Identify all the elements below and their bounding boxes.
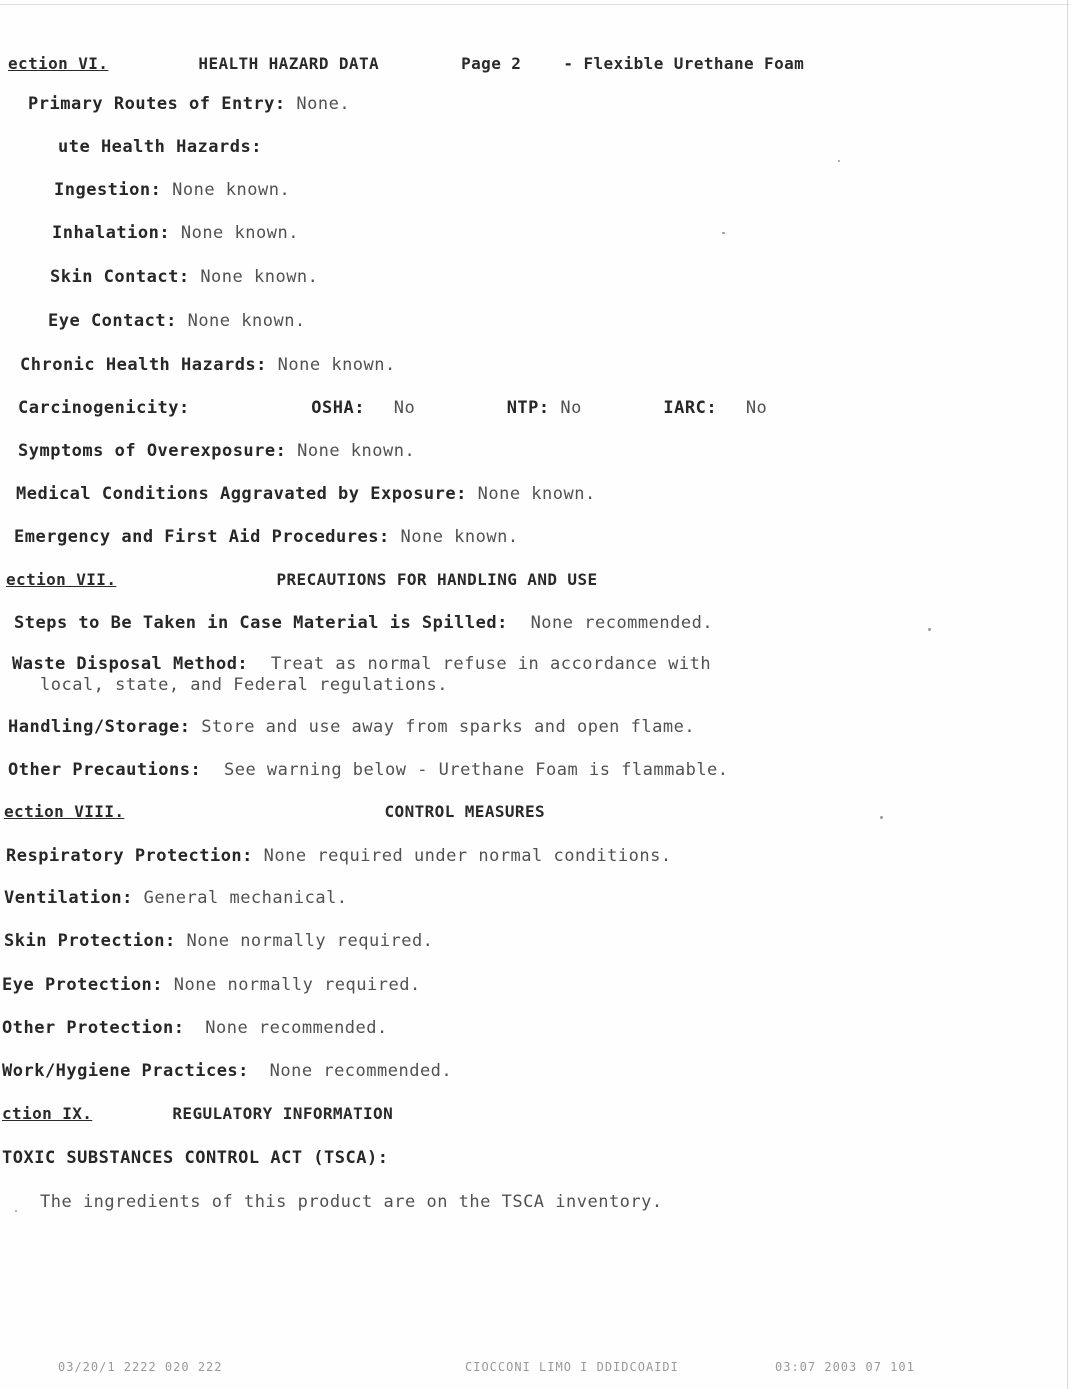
symptoms-line: [18, 441, 415, 461]
field-value: None.: [296, 94, 351, 114]
field-label: Other Protection:: [2, 1018, 185, 1038]
field-label: Carcinogenicity:: [18, 398, 190, 418]
skin-protection-line: [4, 931, 433, 951]
field-label: Work/Hygiene Practices:: [2, 1061, 249, 1081]
section-7-title: PRECAUTIONS FOR HANDLING AND USE: [276, 570, 598, 589]
field-value: None normally required.: [186, 931, 434, 951]
osha-value: No: [393, 398, 416, 418]
footer-right: 03:07 2003 07 101: [775, 1360, 915, 1374]
ingestion-line: [54, 180, 290, 200]
eye-contact-line: [48, 311, 306, 331]
field-label: Ventilation:: [4, 888, 133, 908]
field-label: Respiratory Protection:: [6, 846, 253, 866]
scan-right-edge: [1067, 0, 1068, 1389]
field-label: Chronic Health Hazards:: [20, 355, 267, 375]
product-name: - Flexible Urethane Foam: [563, 54, 805, 73]
respiratory-line: [6, 846, 672, 866]
field-value: None recommended.: [530, 613, 714, 633]
section-8-header: [4, 802, 545, 821]
skin-contact-line: [50, 267, 318, 287]
field-value: local, state, and Federal regulations.: [40, 675, 448, 695]
scan-speck: [722, 232, 725, 234]
work-hygiene-line: [2, 1061, 452, 1081]
field-label: Medical Conditions Aggravated by Exposure:: [16, 484, 467, 504]
waste-line: [12, 654, 711, 674]
acute-heading: [58, 137, 262, 157]
field-value: General mechanical.: [143, 888, 348, 908]
field-value: None known.: [277, 355, 396, 375]
section-6-label: ection VI.: [8, 54, 109, 73]
tsca-heading: [2, 1148, 388, 1168]
field-label: Skin Contact:: [50, 267, 190, 287]
chronic-line: [20, 355, 396, 375]
field-value: See warning below - Urethane Foam is flammable.: [223, 760, 729, 780]
ventilation-line: [4, 888, 348, 908]
field-value: Treat as normal refuse in accordance with: [270, 654, 712, 674]
field-label: Emergency and First Aid Procedures:: [14, 527, 390, 547]
tsca-heading-text: TOXIC SUBSTANCES CONTROL ACT (TSCA):: [2, 1148, 389, 1168]
osha-label: OSHA:: [311, 398, 365, 418]
section-8-title: CONTROL MEASURES: [384, 802, 546, 821]
section-6-title: HEALTH HAZARD DATA: [198, 54, 380, 73]
ntp-value: No: [560, 398, 582, 418]
medical-line: [16, 484, 596, 504]
tsca-text: [40, 1192, 663, 1212]
section-9-label: ction IX.: [2, 1104, 93, 1123]
field-value: None known.: [297, 441, 416, 461]
other-protection-line: [2, 1018, 388, 1038]
handling-line: [8, 717, 695, 737]
scan-top-edge: [0, 4, 1070, 5]
scan-speck: [880, 816, 883, 819]
section-7-header: [6, 570, 598, 589]
iarc-label: IARC:: [663, 398, 718, 418]
section-9-header: [2, 1104, 393, 1123]
other-precautions-line: [8, 760, 729, 780]
field-label: Symptoms of Overexposure:: [18, 441, 287, 461]
eye-protection-line: [2, 975, 421, 995]
field-value: None known.: [187, 311, 306, 331]
ntp-label: NTP:: [506, 398, 550, 418]
field-value: Store and use away from sparks and open flame.: [201, 717, 696, 737]
tsca-statement: The ingredients of this product are on the TSCA inventory.: [40, 1192, 663, 1212]
first-aid-line: [14, 527, 519, 547]
section-9-title: REGULATORY INFORMATION: [172, 1104, 394, 1123]
field-value: None normally required.: [173, 975, 421, 995]
footer-left: 03/20/1 2222 020 222: [58, 1360, 223, 1374]
field-value: None known.: [180, 223, 299, 243]
scan-speck: [15, 1210, 17, 1212]
spilled-line: [14, 613, 713, 633]
field-label: Waste Disposal Method:: [12, 654, 249, 674]
acute-heading-text: ute Health Hazards:: [58, 137, 262, 157]
primary-routes-line: [28, 94, 350, 114]
field-label: Ingestion:: [54, 180, 162, 200]
section-8-label: ection VIII.: [4, 802, 125, 821]
section-7-label: ection VII.: [6, 570, 117, 589]
field-value: None known.: [200, 267, 319, 287]
scan-speck: [928, 628, 931, 631]
carcinogenicity-line: [18, 398, 767, 418]
field-label: Steps to Be Taken in Case Material is Spilled:: [14, 613, 508, 633]
field-value: None recommended.: [269, 1061, 453, 1081]
field-label: Primary Routes of Entry:: [28, 94, 286, 114]
field-value: None known.: [400, 527, 519, 547]
field-label: Inhalation:: [52, 223, 171, 243]
field-value: None required under normal conditions.: [263, 846, 672, 866]
field-value: None known.: [477, 484, 596, 504]
document-header: [8, 54, 804, 73]
field-label: Other Precautions:: [8, 760, 202, 780]
waste-line-2: [40, 675, 448, 695]
field-label: Eye Protection:: [2, 975, 164, 995]
field-label: Handling/Storage:: [8, 717, 191, 737]
field-label: Eye Contact:: [48, 311, 177, 331]
scan-speck: [838, 160, 840, 162]
field-label: Skin Protection:: [4, 931, 176, 951]
iarc-value: No: [745, 398, 768, 418]
inhalation-line: [52, 223, 299, 243]
field-value: None recommended.: [205, 1018, 388, 1038]
footer-mid: CIOCCONI LIMO I DDIDCOAIDI: [465, 1360, 679, 1374]
field-value: None known.: [172, 180, 291, 200]
page-number: Page 2: [461, 54, 522, 73]
